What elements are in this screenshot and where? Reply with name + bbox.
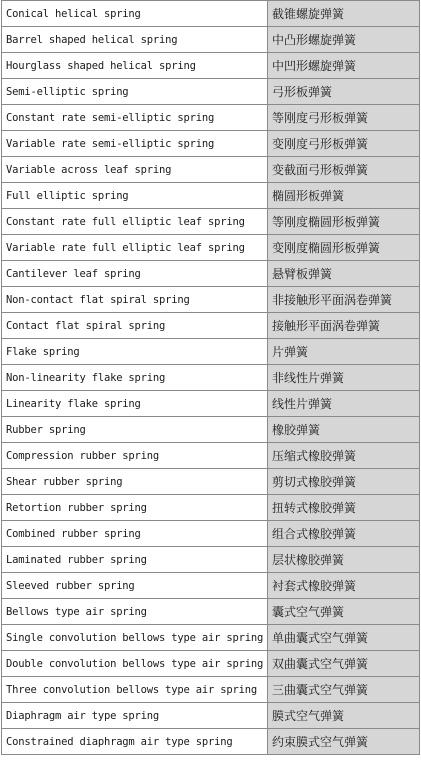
english-term-cell: Shear rubber spring	[2, 469, 268, 495]
table-row	[2, 105, 420, 131]
table-row	[2, 53, 420, 79]
chinese-term-cell: 剪切式橡胶弹簧	[268, 469, 420, 495]
chinese-term-cell: 双曲囊式空气弹簧	[268, 651, 420, 677]
chinese-term-cell: 约束膜式空气弹簧	[268, 729, 420, 755]
english-term-cell: Sleeved rubber spring	[2, 573, 268, 599]
table-row	[2, 313, 420, 339]
table-row	[2, 391, 420, 417]
chinese-term-cell: 截锥螺旋弹簧	[268, 1, 420, 27]
spring-terms-table	[1, 0, 420, 755]
chinese-term-cell: 组合式橡胶弹簧	[268, 521, 420, 547]
english-term-cell: Combined rubber spring	[2, 521, 268, 547]
english-term-cell: Barrel shaped helical spring	[2, 27, 268, 53]
english-term-cell: Variable across leaf spring	[2, 157, 268, 183]
english-term-cell: Bellows type air spring	[2, 599, 268, 625]
table-row	[2, 235, 420, 261]
english-term-cell: Laminated rubber spring	[2, 547, 268, 573]
english-term-cell: Conical helical spring	[2, 1, 268, 27]
table-row	[2, 157, 420, 183]
english-term-cell: Variable rate full elliptic leaf spring	[2, 235, 268, 261]
chinese-term-cell: 中凸形螺旋弹簧	[268, 27, 420, 53]
chinese-term-cell: 非线性片弹簧	[268, 365, 420, 391]
chinese-term-cell: 等刚度椭圆形板弹簧	[268, 209, 420, 235]
chinese-term-cell: 衬套式橡胶弹簧	[268, 573, 420, 599]
english-term-cell: Retortion rubber spring	[2, 495, 268, 521]
table-row	[2, 677, 420, 703]
chinese-term-cell: 扭转式橡胶弹簧	[268, 495, 420, 521]
table-row	[2, 573, 420, 599]
chinese-term-cell: 层状橡胶弹簧	[268, 547, 420, 573]
table-row	[2, 27, 420, 53]
english-term-cell: Rubber spring	[2, 417, 268, 443]
table-row	[2, 521, 420, 547]
chinese-term-cell: 弓形板弹簧	[268, 79, 420, 105]
english-term-cell: Variable rate semi-elliptic spring	[2, 131, 268, 157]
english-term-cell: Compression rubber spring	[2, 443, 268, 469]
chinese-term-cell: 中凹形螺旋弹簧	[268, 53, 420, 79]
english-term-cell: Cantilever leaf spring	[2, 261, 268, 287]
english-term-cell: Constant rate semi-elliptic spring	[2, 105, 268, 131]
table-row	[2, 495, 420, 521]
chinese-term-cell: 囊式空气弹簧	[268, 599, 420, 625]
english-term-cell: Single convolution bellows type air spring	[2, 625, 268, 651]
chinese-term-cell: 等刚度弓形板弹簧	[268, 105, 420, 131]
chinese-term-cell: 接触形平面涡卷弹簧	[268, 313, 420, 339]
table-row	[2, 131, 420, 157]
english-term-cell: Full elliptic spring	[2, 183, 268, 209]
chinese-term-cell: 非接触形平面涡卷弹簧	[268, 287, 420, 313]
table-row	[2, 287, 420, 313]
chinese-term-cell: 压缩式橡胶弹簧	[268, 443, 420, 469]
english-term-cell: Flake spring	[2, 339, 268, 365]
english-term-cell: Non-linearity flake spring	[2, 365, 268, 391]
chinese-term-cell: 膜式空气弹簧	[268, 703, 420, 729]
english-term-cell: Three convolution bellows type air spring	[2, 677, 268, 703]
table-row	[2, 547, 420, 573]
spring-terms-body	[2, 1, 420, 755]
table-row	[2, 417, 420, 443]
chinese-term-cell: 椭圆形板弹簧	[268, 183, 420, 209]
table-row	[2, 1, 420, 27]
table-row	[2, 703, 420, 729]
table-row	[2, 183, 420, 209]
chinese-term-cell: 线性片弹簧	[268, 391, 420, 417]
english-term-cell: Semi-elliptic spring	[2, 79, 268, 105]
chinese-term-cell: 变截面弓形板弹簧	[268, 157, 420, 183]
english-term-cell: Double convolution bellows type air spring	[2, 651, 268, 677]
table-row	[2, 209, 420, 235]
table-row	[2, 599, 420, 625]
table-row	[2, 651, 420, 677]
english-term-cell: Constant rate full elliptic leaf spring	[2, 209, 268, 235]
chinese-term-cell: 悬臂板弹簧	[268, 261, 420, 287]
table-row	[2, 261, 420, 287]
chinese-term-cell: 单曲囊式空气弹簧	[268, 625, 420, 651]
chinese-term-cell: 变刚度椭圆形板弹簧	[268, 235, 420, 261]
table-row	[2, 443, 420, 469]
english-term-cell: Hourglass shaped helical spring	[2, 53, 268, 79]
table-row	[2, 469, 420, 495]
table-row	[2, 339, 420, 365]
english-term-cell: Diaphragm air type spring	[2, 703, 268, 729]
english-term-cell: Non-contact flat spiral spring	[2, 287, 268, 313]
chinese-term-cell: 橡胶弹簧	[268, 417, 420, 443]
table-row	[2, 625, 420, 651]
chinese-term-cell: 片弹簧	[268, 339, 420, 365]
table-row	[2, 729, 420, 755]
english-term-cell: Linearity flake spring	[2, 391, 268, 417]
chinese-term-cell: 三曲囊式空气弹簧	[268, 677, 420, 703]
table-row	[2, 365, 420, 391]
table-row	[2, 79, 420, 105]
chinese-term-cell: 变刚度弓形板弹簧	[268, 131, 420, 157]
english-term-cell: Constrained diaphragm air type spring	[2, 729, 268, 755]
english-term-cell: Contact flat spiral spring	[2, 313, 268, 339]
